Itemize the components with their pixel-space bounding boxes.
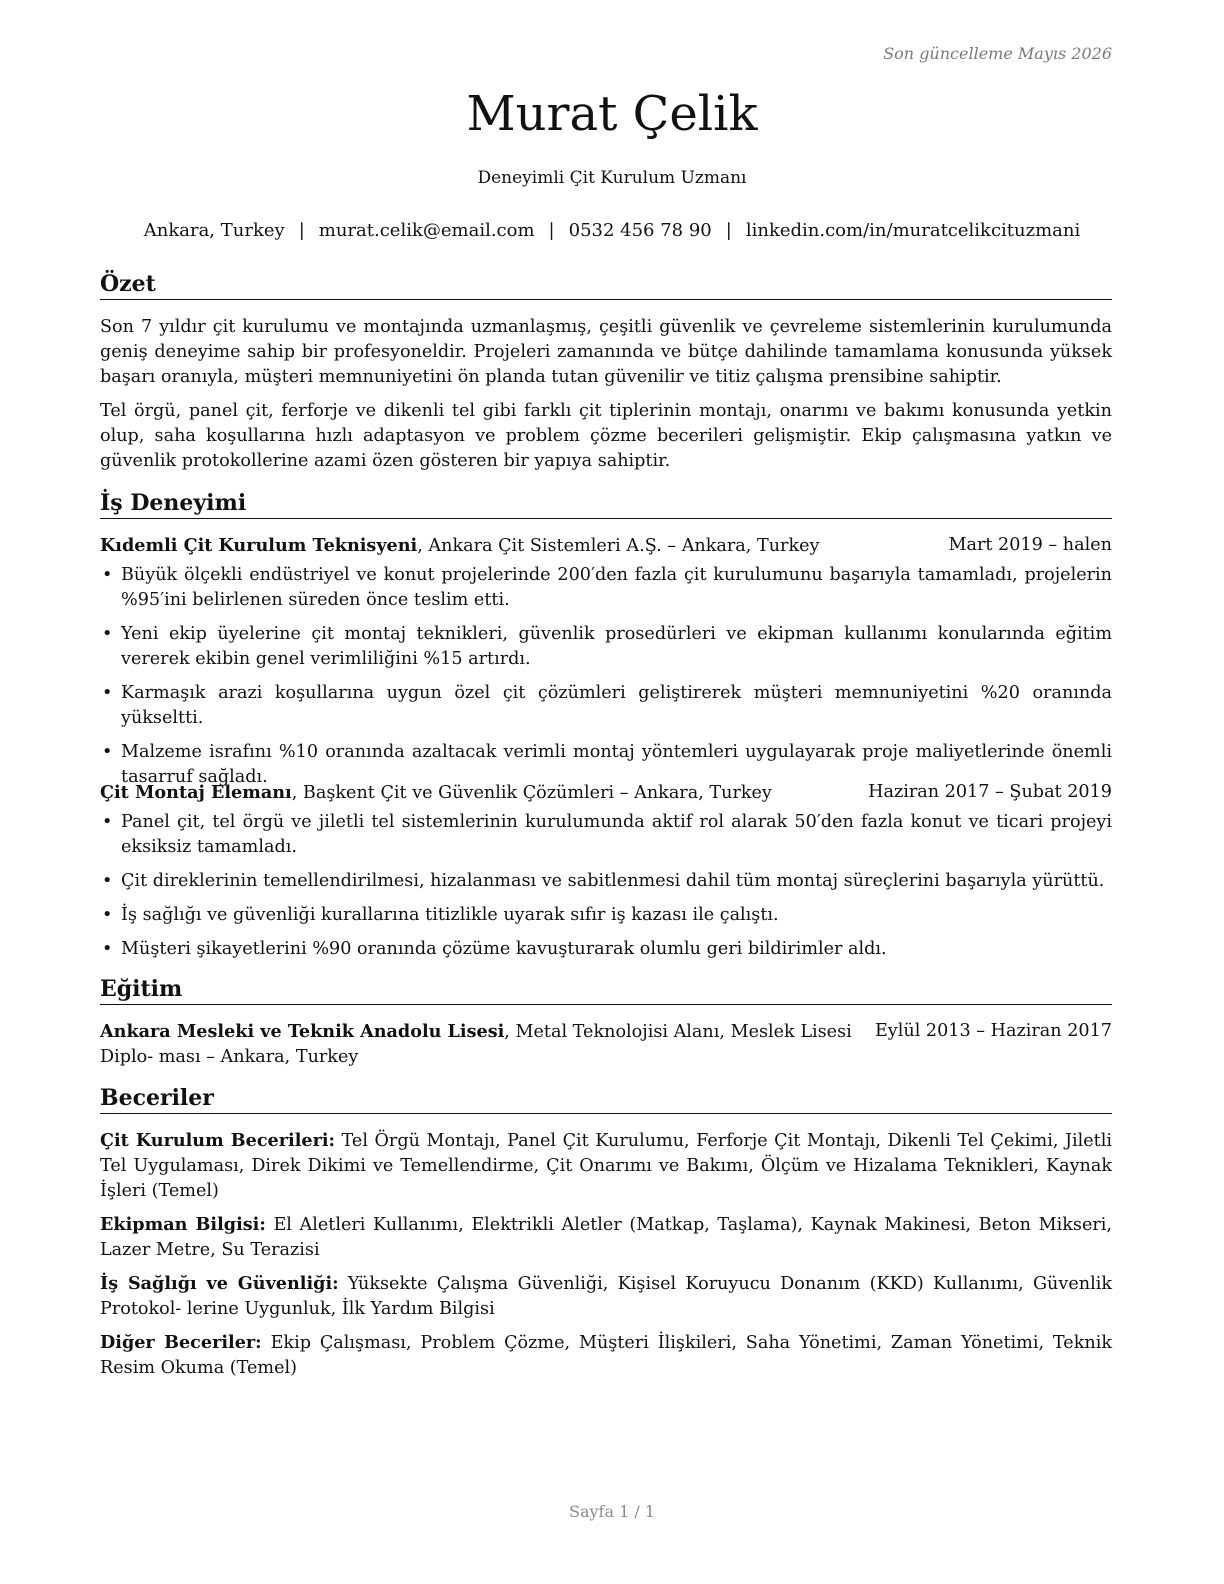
section-heading-experience: İş Deneyimi [100,489,1112,519]
skill-group-text: Ekip Çalışması, Problem Çözme, Müşteri İlişkileri, Saha Yönetimi, Zaman Yönetimi, Teknik Resim Okuma (Temel) [100,1333,1112,1378]
list-item: • Büyük ölçekli endüstriyel ve konut projelerinde 200′den fazla çit kurulumunu başarıyla tamamladı, projelerin %95′ini belirlenen süreden önce teslim etti. [100,563,1112,613]
skill-group [100,1128,1112,1204]
section-heading-skills: Beceriler [100,1084,1112,1114]
education-school: Ankara Mesleki ve Teknik Anadolu Lisesi [100,1021,505,1042]
list-item: • Karmaşık arazi koşullarına uygun özel çit çözümleri geliştirerek müşteri memnuniyetini %20 oranında yükseltti. [100,681,1112,731]
skill-group-text: Tel Örgü Montajı, Panel Çit Kurulumu, Ferforje Çit Montajı, Dikenli Tel Çekimi, Jiletli Tel Uygulaması, Direk Dikimi ve Temellendirme, Çit Onarımı ve Bakımı, Ölçüm ve Hizalama Teknikleri, Kaynak İşleri (Temel) [100,1131,1112,1201]
skill-group [100,1212,1112,1263]
page-number: Sayfa 1 / 1 [568,1502,655,1521]
skill-group-label: İş Sağlığı ve Güvenliği: [100,1273,339,1294]
skill-group [100,1271,1112,1322]
list-item: • Yeni ekip üyelerine çit montaj teknikleri, güvenlik prosedürleri ve ekipman kullanımı konularında eğitim vererek ekibin genel verimliliğini %15 artırdı. [100,622,1112,672]
job-dates: Haziran 2017 – Şubat 2019 [868,782,1112,802]
education-entry [100,1019,1112,1070]
candidate-title: Deneyimli Çit Kurulum Uzmanı [477,168,747,188]
contact-separator: | [298,220,305,241]
contact-line [0,220,1224,241]
job-role: Çit Montaj Elemanı [100,782,292,803]
summary-paragraph: Tel örgü, panel çit, ferforje ve dikenli tel gibi farklı çit tiplerinin montajı, onarımı ve bakımı konusunda yetkin olup, saha koşullarına hızlı adaptasyon ve problem çözme becerileri gelişmiştir. Ekip çalışmasına yatkın ve güvenlik protokollerine azami özen gösteren bir yapıya sahiptir. [100,401,1112,471]
contact-linkedin[interactable]: linkedin.com/in/muratcelikcituzmani [745,220,1081,241]
education-program: , Metal Teknolojisi Alanı, Meslek Lisesi Diplo- ması – Ankara, Turkey [100,1022,852,1067]
skill-group [100,1330,1112,1381]
job-dates: Mart 2019 – halen [948,535,1112,555]
section-heading-summary: Özet [100,270,1112,300]
candidate-name: Murat Çelik [466,86,758,142]
job-role: Kıdemli Çit Kurulum Teknisyeni [100,535,418,556]
contact-separator: | [725,220,732,241]
contact-email[interactable]: murat.celik@email.com [318,220,535,241]
last-updated-note: Son güncelleme Mayıs 2026 [883,44,1112,63]
job-bullets [100,563,1112,790]
skill-group-label: Çit Kurulum Becerileri: [100,1130,336,1151]
list-item: • Malzeme israfını %10 oranında azaltacak verimli montaj yöntemleri uygulayarak proje maliyetlerinde önemli tasarruf sağladı. [100,740,1112,790]
skill-group-text: Yüksekte Çalışma Güvenliği, Kişisel Koruyucu Donanım (KKD) Kullanımı, Güvenlik Protokol- lerine Uygunluk, İlk Yardım Bilgisi [100,1274,1112,1319]
contact-location: Ankara, Turkey [143,220,285,241]
list-item: • Panel çit, tel örgü ve jiletli tel sistemlerinin kurulumunda aktif rol alarak 50′den fazla konut ve ticari projeyi eksiksiz tamamladı. [100,810,1112,860]
job-header [100,533,1112,559]
list-item: • İş sağlığı ve güvenliği kurallarına titizlikle uyarak sıfır iş kazası ile çalıştı. [100,903,1112,928]
education-dates: Eylül 2013 – Haziran 2017 [874,1021,1112,1041]
summary-paragraph: Son 7 yıldır çit kurulumu ve montajında uzmanlaşmış, çeşitli güvenlik ve çevreleme sistemlerinin kurulumunda geniş deneyime sahip bir profesyoneldir. Projeleri zamanında ve bütçe dahilinde tamamlama konusunda yüksek başarı oranıyla, müşteri memnuniyetini ön planda tutan güvenilir ve titiz çalışma prensibine sahiptir. [100,317,1112,387]
contact-phone: 0532 456 78 90 [568,220,712,241]
skill-group-label: Ekipman Bilgisi: [100,1214,266,1235]
skill-group-label: Diğer Beceriler: [100,1332,262,1353]
job-employer: , Ankara Çit Sistemleri A.Ş. – Ankara, Turkey [417,536,820,556]
list-item: • Çit direklerinin temellendirilmesi, hizalanması ve sabitlenmesi dahil tüm montaj süreçlerini başarıyla yürüttü. [100,869,1112,894]
job-bullets [100,810,1112,962]
list-item: • Müşteri şikayetlerini %90 oranında çözüme kavuşturarak olumlu geri bildirimler aldı. [100,937,1112,962]
section-heading-education: Eğitim [100,975,1112,1005]
job-header [100,780,1112,806]
job-employer: , Başkent Çit ve Güvenlik Çözümleri – Ankara, Turkey [291,783,772,803]
skill-group-text: El Aletleri Kullanımı, Elektrikli Aletler (Matkap, Taşlama), Kaynak Makinesi, Beton Mikseri, Lazer Metre, Su Terazisi [100,1215,1112,1260]
contact-separator: | [548,220,555,241]
